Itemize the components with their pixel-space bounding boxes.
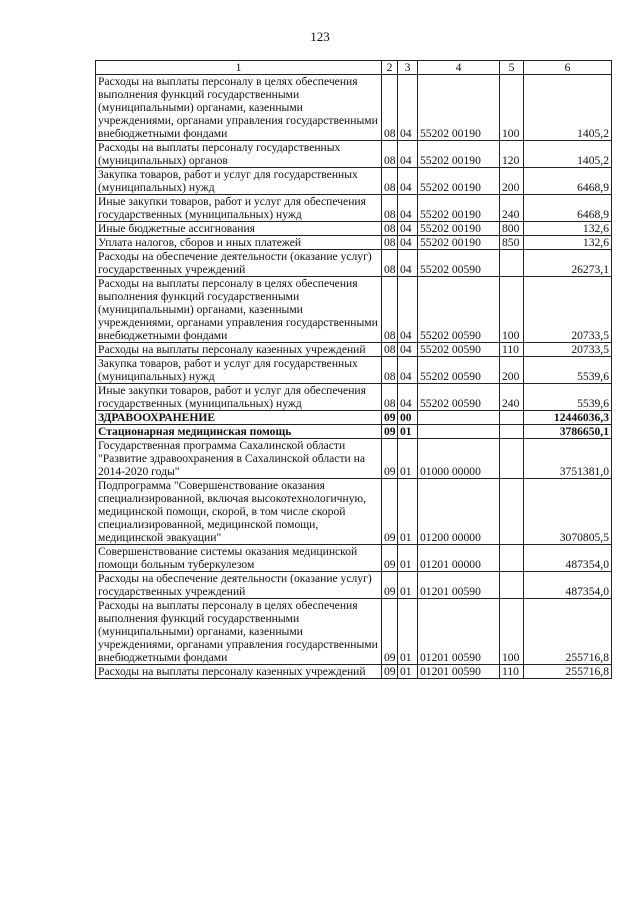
table-row	[96, 357, 612, 384]
row-subsection-code: 04	[398, 222, 418, 236]
row-subsection-code: 04	[398, 357, 418, 384]
row-subsection-code: 00	[398, 411, 418, 425]
row-name: Уплата налогов, сборов и иных платежей	[96, 236, 382, 250]
row-amount: 1405,2	[524, 141, 612, 168]
row-section-code: 09	[382, 439, 398, 479]
row-expense-type: 100	[500, 277, 524, 343]
row-expense-type: 100	[500, 75, 524, 141]
row-amount: 20733,5	[524, 343, 612, 357]
row-expense-type	[500, 572, 524, 599]
row-name: Расходы на выплаты персоналу казенных учреждений	[96, 343, 382, 357]
row-amount: 3786650,1	[524, 425, 612, 439]
table-row	[96, 75, 612, 141]
row-section-code: 09	[382, 411, 398, 425]
row-expense-type	[500, 545, 524, 572]
table-row	[96, 572, 612, 599]
row-target-article: 01201 00590	[418, 665, 500, 679]
row-amount: 487354,0	[524, 545, 612, 572]
row-expense-type: 200	[500, 357, 524, 384]
row-target-article: 55202 00190	[418, 236, 500, 250]
row-subsection-code: 01	[398, 545, 418, 572]
table-row	[96, 411, 612, 425]
table-row	[96, 425, 612, 439]
table-body	[96, 75, 612, 679]
row-section-code: 08	[382, 195, 398, 222]
row-section-code: 08	[382, 357, 398, 384]
row-section-code: 08	[382, 277, 398, 343]
row-amount: 3751381,0	[524, 439, 612, 479]
table-row	[96, 479, 612, 545]
row-name: Закупка товаров, работ и услуг для государственных (муниципальных) нужд	[96, 357, 382, 384]
row-section-code: 09	[382, 479, 398, 545]
row-section-code: 08	[382, 222, 398, 236]
header-row	[96, 61, 612, 75]
row-subsection-code: 04	[398, 343, 418, 357]
row-amount: 487354,0	[524, 572, 612, 599]
row-target-article: 55202 00190	[418, 195, 500, 222]
table-row	[96, 665, 612, 679]
row-amount: 20733,5	[524, 277, 612, 343]
row-subsection-code: 04	[398, 250, 418, 277]
row-name: Закупка товаров, работ и услуг для государственных (муниципальных) нужд	[96, 168, 382, 195]
table-row	[96, 343, 612, 357]
row-target-article: 55202 00590	[418, 277, 500, 343]
row-amount: 132,6	[524, 236, 612, 250]
row-expense-type: 120	[500, 141, 524, 168]
row-subsection-code: 01	[398, 665, 418, 679]
row-target-article: 55202 00190	[418, 141, 500, 168]
row-subsection-code: 01	[398, 572, 418, 599]
budget-table	[95, 60, 612, 679]
row-target-article: 55202 00190	[418, 168, 500, 195]
row-name: ЗДРАВООХРАНЕНИЕ	[96, 411, 382, 425]
row-section-code: 09	[382, 665, 398, 679]
row-target-article: 01201 00590	[418, 599, 500, 665]
row-name: Совершенствование системы оказания медицинской помощи больным туберкулезом	[96, 545, 382, 572]
row-name: Расходы на обеспечение деятельности (оказание услуг) государственных учреждений	[96, 572, 382, 599]
row-expense-type: 240	[500, 195, 524, 222]
row-subsection-code: 01	[398, 425, 418, 439]
row-target-article: 01201 00590	[418, 572, 500, 599]
table-row	[96, 236, 612, 250]
row-amount: 255716,8	[524, 665, 612, 679]
row-expense-type: 110	[500, 343, 524, 357]
row-subsection-code: 04	[398, 195, 418, 222]
row-section-code: 08	[382, 343, 398, 357]
row-expense-type: 100	[500, 599, 524, 665]
table-row	[96, 439, 612, 479]
row-expense-type: 800	[500, 222, 524, 236]
row-expense-type	[500, 439, 524, 479]
row-expense-type	[500, 250, 524, 277]
page-number: 123	[310, 29, 330, 44]
row-amount: 6468,9	[524, 195, 612, 222]
row-amount: 5539,6	[524, 357, 612, 384]
row-target-article: 01000 00000	[418, 439, 500, 479]
column-header-2: 2	[382, 61, 398, 75]
column-header-6: 6	[524, 61, 612, 75]
row-expense-type: 850	[500, 236, 524, 250]
row-target-article: 55202 00190	[418, 222, 500, 236]
table-row	[96, 141, 612, 168]
row-subsection-code: 04	[398, 141, 418, 168]
table-row	[96, 599, 612, 665]
row-subsection-code: 04	[398, 277, 418, 343]
row-section-code: 08	[382, 168, 398, 195]
table-row	[96, 277, 612, 343]
row-name: Подпрограмма "Совершенствование оказания специализированной, включая высокотехнологичную, медицинской помощи, скорой, в том числе скорой специализированной, медицинской помощи, медицинской эвакуации"	[96, 479, 382, 545]
row-subsection-code: 01	[398, 599, 418, 665]
table-row	[96, 222, 612, 236]
row-name: Иные бюджетные ассигнования	[96, 222, 382, 236]
row-target-article: 55202 00590	[418, 250, 500, 277]
row-name: Иные закупки товаров, работ и услуг для обеспечения государственных (муниципальных) нужд	[96, 195, 382, 222]
row-name: Расходы на выплаты персоналу в целях обеспечения выполнения функций государственными (муниципальными) органами, казенными учреждениями, органами управления государственными внебюджетными фондами	[96, 75, 382, 141]
row-section-code: 09	[382, 425, 398, 439]
row-expense-type: 240	[500, 384, 524, 411]
row-name: Расходы на выплаты персоналу в целях обеспечения выполнения функций государственными (муниципальными) органами, казенными учреждениями, органами управления государственными внебюджетными фондами	[96, 599, 382, 665]
row-subsection-code: 04	[398, 384, 418, 411]
row-name: Государственная программа Сахалинской области "Развитие здравоохранения в Сахалинской области на 2014-2020 годы"	[96, 439, 382, 479]
row-section-code: 09	[382, 599, 398, 665]
row-amount: 12446036,3	[524, 411, 612, 425]
row-target-article	[418, 411, 500, 425]
row-expense-type	[500, 425, 524, 439]
row-amount: 26273,1	[524, 250, 612, 277]
row-target-article: 01200 00000	[418, 479, 500, 545]
row-subsection-code: 04	[398, 75, 418, 141]
row-subsection-code: 04	[398, 236, 418, 250]
row-target-article: 55202 00190	[418, 75, 500, 141]
row-amount: 132,6	[524, 222, 612, 236]
table-row	[96, 545, 612, 572]
row-section-code: 08	[382, 236, 398, 250]
row-target-article: 55202 00590	[418, 384, 500, 411]
table-row	[96, 168, 612, 195]
column-header-4: 4	[418, 61, 500, 75]
column-header-5: 5	[500, 61, 524, 75]
row-name: Расходы на выплаты персоналу казенных учреждений	[96, 665, 382, 679]
row-name: Расходы на выплаты персоналу государственных (муниципальных) органов	[96, 141, 382, 168]
row-subsection-code: 01	[398, 439, 418, 479]
row-expense-type	[500, 411, 524, 425]
row-section-code: 08	[382, 384, 398, 411]
table-row	[96, 384, 612, 411]
row-amount: 5539,6	[524, 384, 612, 411]
row-target-article: 01201 00000	[418, 545, 500, 572]
row-section-code: 09	[382, 572, 398, 599]
row-amount: 1405,2	[524, 75, 612, 141]
row-section-code: 08	[382, 141, 398, 168]
column-header-3: 3	[398, 61, 418, 75]
row-subsection-code: 01	[398, 479, 418, 545]
row-name: Стационарная медицинская помощь	[96, 425, 382, 439]
row-section-code: 09	[382, 545, 398, 572]
row-target-article: 55202 00590	[418, 357, 500, 384]
row-name: Расходы на выплаты персоналу в целях обеспечения выполнения функций государственными (муниципальными) органами, казенными учреждениями, органами управления государственными внебюджетными фондами	[96, 277, 382, 343]
row-expense-type: 110	[500, 665, 524, 679]
row-subsection-code: 04	[398, 168, 418, 195]
row-name: Иные закупки товаров, работ и услуг для обеспечения государственных (муниципальных) нужд	[96, 384, 382, 411]
row-amount: 6468,9	[524, 168, 612, 195]
row-amount: 255716,8	[524, 599, 612, 665]
row-target-article: 55202 00590	[418, 343, 500, 357]
row-expense-type: 200	[500, 168, 524, 195]
row-expense-type	[500, 479, 524, 545]
table-row	[96, 195, 612, 222]
row-section-code: 08	[382, 250, 398, 277]
row-name: Расходы на обеспечение деятельности (оказание услуг) государственных учреждений	[96, 250, 382, 277]
column-header-1: 1	[96, 61, 382, 75]
row-target-article	[418, 425, 500, 439]
row-section-code: 08	[382, 75, 398, 141]
row-amount: 3070805,5	[524, 479, 612, 545]
table-row	[96, 250, 612, 277]
